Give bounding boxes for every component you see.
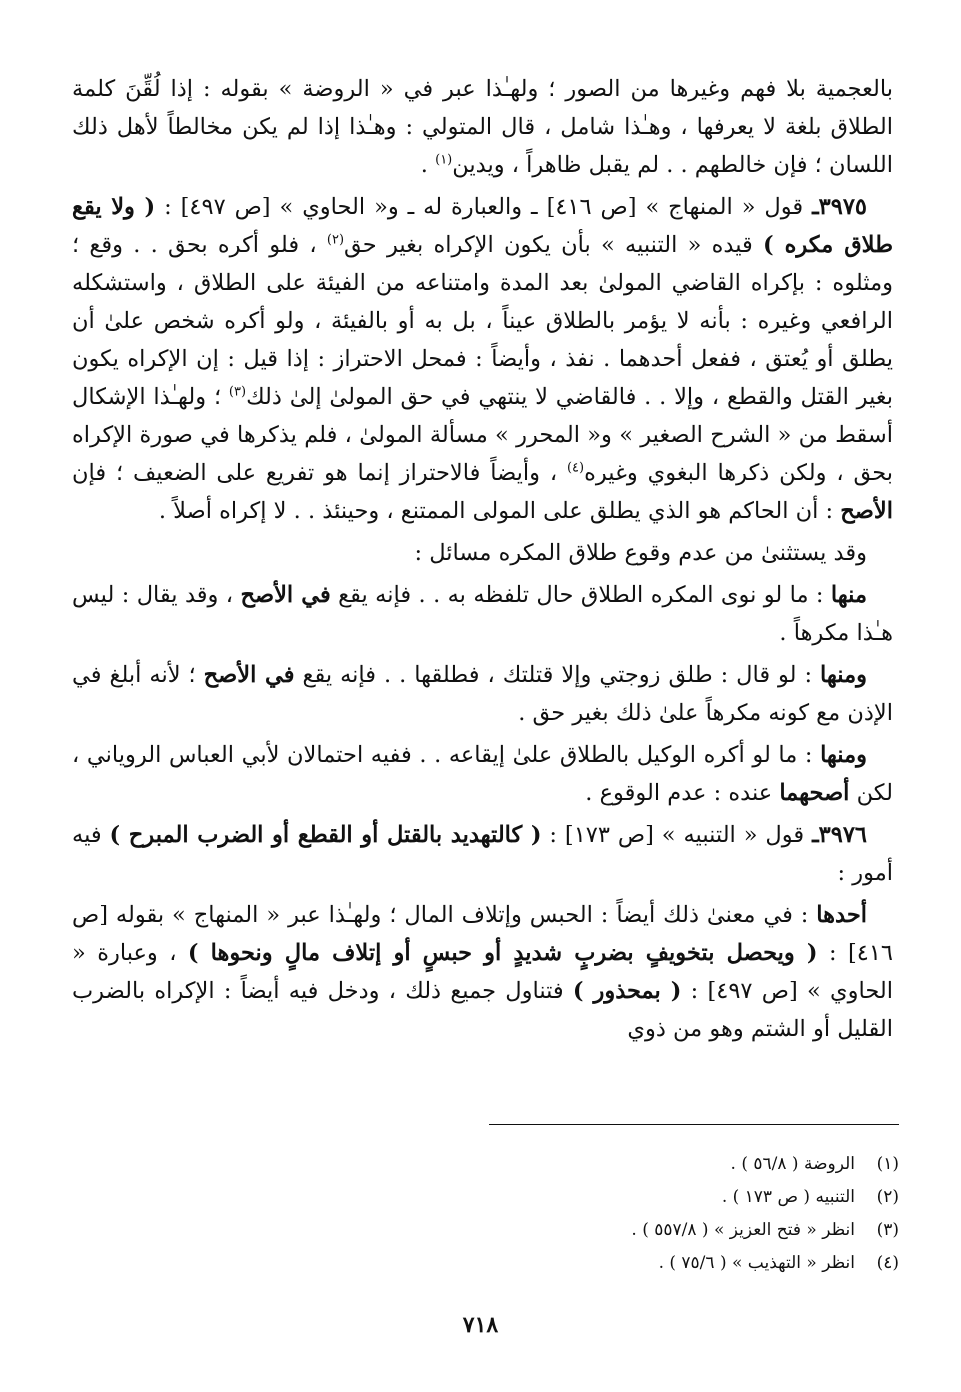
footnote-ref: (٤) [566, 460, 585, 476]
text-span: ؛ ولهـٰذا الإشكال أسقط من « الشرح الصغير » و« المحرر » مسألة المولىٰ ، فلم يذكرها في صورة الإكراه بحق ، ولكن ذكرها البغوي وغيره [72, 384, 893, 486]
paragraph-exceptions: وقد يستثنىٰ من عدم وقوع طلاق المكره مسائل : [414, 540, 867, 566]
footnote-item [79, 1247, 899, 1280]
text-span: قيده « التنبيه » بأن يكون الإكراه بغير حق [344, 232, 764, 258]
text-span: عنده : عدم الوقوع . [585, 780, 780, 806]
text-span: قول « التنبيه » [ص ١٧٣] : [541, 822, 813, 848]
footnote-text: انظر « التهذيب » ( ٧٥/٦ ) . [658, 1253, 855, 1273]
footnote-ref: (٢) [326, 232, 345, 248]
bold-term: في الأصح [240, 582, 331, 608]
text-span: ؛ لأنه أبلغ في الإذن مع كونه مكرهاً علىٰ ذلك بغير حق . [72, 662, 893, 726]
entry-number: ٣٩٧٦ـ [812, 822, 867, 848]
text-span: قول « المنهاج » [ص ٤١٦] ـ والعبارة له ـ و« الحاوي » [ص ٤٩٧] : [155, 194, 813, 220]
text-span: ، وأيضاً فالاحتراز إنما هو تفريع على الضعيف ؛ فإن [72, 460, 567, 486]
text-span: ، وقد يقال : ليس هـٰذا مكرهاً . [72, 582, 893, 646]
quoted-text: ( بمحذور ) [572, 978, 682, 1004]
text-span: : في معنىٰ ذلك أيضاً : الحبس وإتلاف المال ؛ ولهـٰذا عبر « المنهاج » بقوله [ص ٤١٦] : [72, 902, 893, 966]
bold-term: الأصح [840, 498, 893, 524]
bold-term: أصحهما [779, 780, 850, 806]
paragraph-continuation [72, 70, 893, 184]
footnote-ref: (٣) [228, 384, 247, 400]
quoted-text: ( ولا يقع طلاق مكره ) [72, 194, 893, 258]
text-span: . [420, 152, 436, 178]
entry-3975 [72, 188, 893, 530]
bold-label: ومنها [820, 742, 867, 768]
paragraph-first-point [72, 896, 893, 1048]
text-span: ، فلو أكره بحق . . وقع ؛ ومثلوه : بإكراه القاضي المولىٰ بعد المدة وامتناعه من الفيئة على الطلاق ، واستشكله الرافعي وغيره : بأنه لا يؤمر بالطلاق عيناً ، بل به أو بالفيئة ، ولو أكره شخص علىٰ أن يطلق أو يُعتق ، ففعل أحدهما . نفذ ، وأيضاً : فمحل الاحتراز : إذا قيل : إن الإكراه يكون بغير القتل والقطع ، وإلا . . فالقاضي لا ينتهي في حق المولىٰ إلىٰ ذلك [72, 232, 893, 410]
footnote-number: (٣) [876, 1220, 899, 1240]
footnote-text: التنبيه ( ص ١٧٣ ) . [721, 1187, 855, 1207]
bold-label: ومنها [820, 662, 867, 688]
footnote-number: (١) [876, 1154, 899, 1174]
text-span: : أن الحاكم هو الذي يطلق على المولى الممتنع ، وحينئذ . . لا إكراه أصلاً . [158, 498, 841, 524]
quoted-text: ( ويحصل بتخويفٍ بضربٍ شديدٍ أو حبسٍ أو إتلاف مالٍ ونحوها ) [187, 940, 818, 966]
footnote-ref: (١) [435, 152, 453, 168]
quoted-text: ( كالتهديد بالقتل أو القطع أو الضرب المبرح ) [109, 822, 542, 848]
text-span: : ما لو أكره الوكيل بالطلاق علىٰ إيقاعه . . ففيه احتمالان لأبي العباس الروياني ، لكن [72, 742, 893, 806]
page-number: ٧١٨ [462, 1312, 499, 1338]
footnote-number: (٢) [876, 1187, 899, 1207]
footnote-separator [489, 1124, 899, 1125]
bold-label: أحدها [816, 902, 867, 928]
paragraph-exception-2 [72, 656, 893, 732]
footnotes [79, 1148, 899, 1280]
paragraph-exception-3 [72, 736, 893, 812]
bold-term: في الأصح [203, 662, 295, 688]
paragraph-exception-1 [72, 576, 893, 652]
footnote-item [79, 1214, 899, 1247]
entry-number: ٣٩٧٥ـ [812, 194, 867, 220]
entry-3976 [72, 816, 893, 892]
text-span: ، وعبارة « الحاوي » [ص ٤٩٧] : [72, 940, 893, 1004]
text-line: خالطهم . . لم يقبل ظاهراً ، ويدين [452, 152, 767, 178]
main-text [72, 70, 893, 1048]
text-span: فيه أمور : [72, 822, 893, 886]
text-span: : ما لو نوى المكره الطلاق حال تلفظه به . . فإنه يقع [330, 582, 831, 608]
text-span: فتناول جميع ذلك ، ودخل فيه أيضاً : الإكراه بالضرب القليل أو الشتم وهو من ذوي [72, 978, 893, 1042]
text-line: بالعجمية بلا فهم وغيرها من الصور ؛ ولهـٰذا عبر في « الروضة » بقوله : إذا لُقِّنَ كلمة الطلاق بلغة [72, 76, 893, 140]
footnote-text: انظر « فتح العزيز » ( ٥٥٧/٨ ) . [631, 1220, 855, 1240]
footnote-number: (٤) [876, 1253, 899, 1273]
text-span: : لو قال : طلق زوجتي وإلا قتلتك ، فطلقها . . فإنه يقع [294, 662, 821, 688]
footnote-text: الروضة ( ٥٦/٨ ) . [730, 1154, 855, 1174]
text-line: لا يعرفها ، وهـٰذا شامل ، قال المتولي : وهـٰذا إذا لم يكن مخالطاً لأهل ذلك اللسان ؛ فإن [72, 114, 893, 178]
bold-label: منها [830, 582, 867, 608]
footnote-item [79, 1148, 899, 1181]
footnote-item [79, 1181, 899, 1214]
